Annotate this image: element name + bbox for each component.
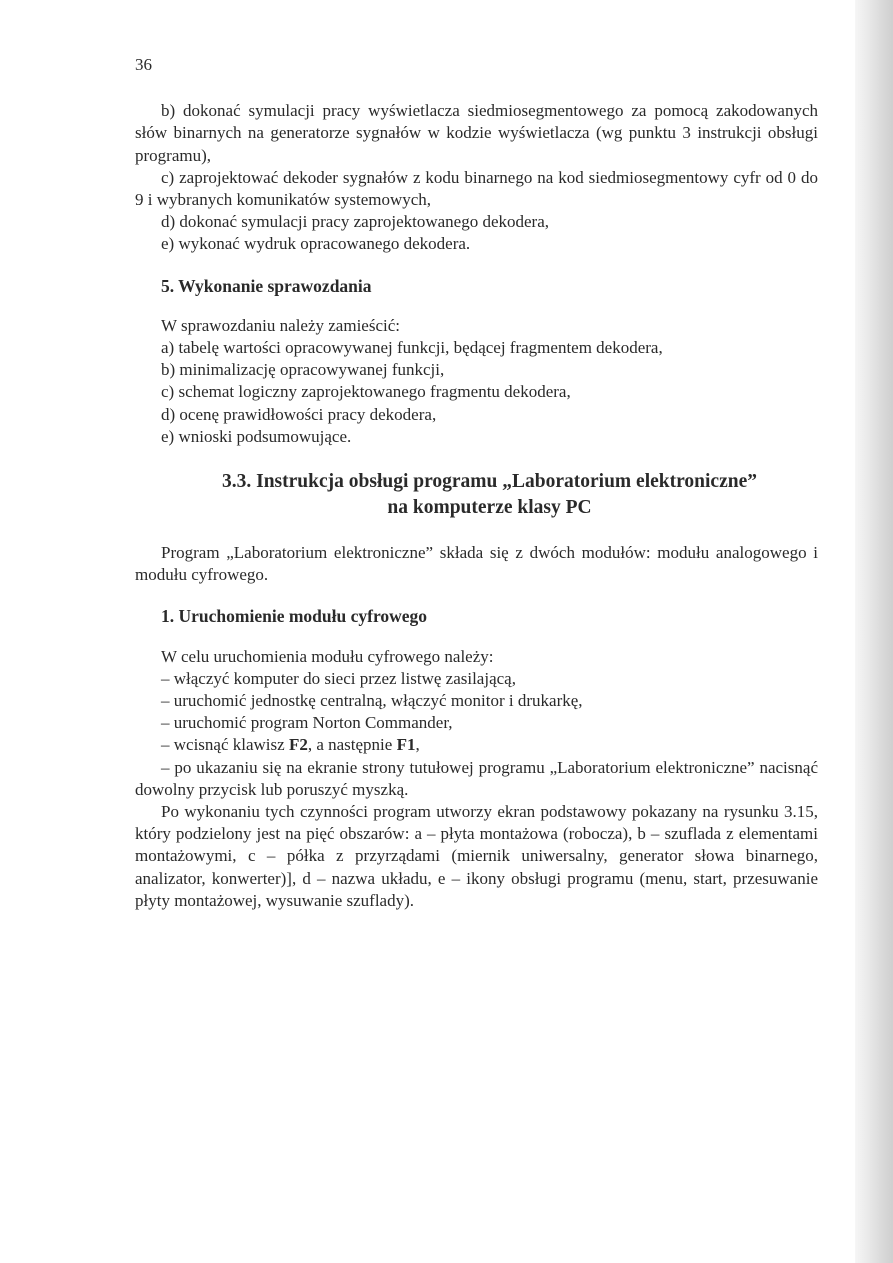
chapter-intro: Program „Laboratorium elektroniczne” składa się z dwóch modułów: modułu analogowego i modułu cyfrowego.: [135, 543, 818, 585]
page-number: 36: [135, 55, 152, 74]
list1-item-c: c) zaprojektować dekoder sygnałów z kodu binarnego na kod siedmiosegmentowy cyfr od 0 do 9 i wybranych komunikatów systemowych,: [135, 167, 818, 210]
list1-item-d: d) dokonać symulacji pracy zaprojektowanego dekodera,: [161, 212, 550, 232]
step4-text-post: ,: [415, 735, 420, 755]
chapter-title-line2: na komputerze klasy PC: [387, 497, 592, 519]
section5-item-e: e) wnioski podsumowujące.: [161, 426, 352, 446]
section5-intro: W sprawozdaniu należy zamieścić:: [161, 315, 400, 335]
chapter-title: [161, 469, 818, 521]
section1-step-3: – uruchomić program Norton Commander,: [161, 713, 453, 733]
step4-text-mid: , a następnie: [307, 735, 397, 755]
chapter-title-line1: 3.3. Instrukcja obsługi programu „Laboratorium elektroniczne”: [222, 471, 757, 493]
page-content: [135, 54, 818, 912]
key-f1: F1: [396, 735, 416, 755]
key-f2: F2: [288, 735, 308, 755]
list1-item-e: e) wykonać wydruk opracowanego dekodera.: [161, 234, 471, 254]
list1-item-b: b) dokonać symulacji pracy wyświetlacza siedmiosegmentowego za pomocą zakodowanych słów binarnych na generatorze sygnałów w kodzie wyświetlacza (wg punktu 3 instrukcji obsługi programu),: [135, 101, 818, 165]
section5-item-d: d) ocenę prawidłowości pracy dekodera,: [161, 404, 437, 424]
page-edge-shadow: [855, 0, 893, 1263]
step4-text-pre: – wcisnąć klawisz: [161, 735, 289, 755]
section1-step-1: – włączyć komputer do sieci przez listwę zasilającą,: [161, 668, 516, 688]
section1-step-5: – po ukazaniu się na ekranie strony tutułowej programu „Laboratorium elektroniczne” nacisnąć dowolny przycisk lub poruszyć myszką.: [135, 757, 818, 799]
section5-item-c: c) schemat logiczny zaprojektowanego fragmentu dekodera,: [161, 382, 571, 402]
section1-step-4: [135, 734, 818, 756]
section1-heading: 1. Uruchomienie modułu cyfrowego: [161, 606, 428, 627]
section5-item-b: b) minimalizację opracowywanej funkcji,: [161, 360, 445, 380]
section1-result: Po wykonaniu tych czynności program utworzy ekran podstawowy pokazany na rysunku 3.15, który podzielony jest na pięć obszarów: a – płyta montażowa (robocza), b – szuflada z elementami montażowymi, c – półka z przyrządami (miernik uniwersalny, generator słowa binarnego, analizator, konwerter)], d – nazwa układu, e – ikony obsługi programu (menu, start, przesuwanie płyty montażowej, wysuwanie szuflady).: [135, 802, 818, 910]
section5-item-a: a) tabelę wartości opracowywanej funkcji, będącej fragmentem dekodera,: [161, 338, 663, 358]
section1-intro: W celu uruchomienia modułu cyfrowego należy:: [161, 646, 494, 666]
section5-heading: 5. Wykonanie sprawozdania: [161, 275, 372, 296]
section1-step-2: – uruchomić jednostkę centralną, włączyć monitor i drukarkę,: [161, 691, 583, 711]
